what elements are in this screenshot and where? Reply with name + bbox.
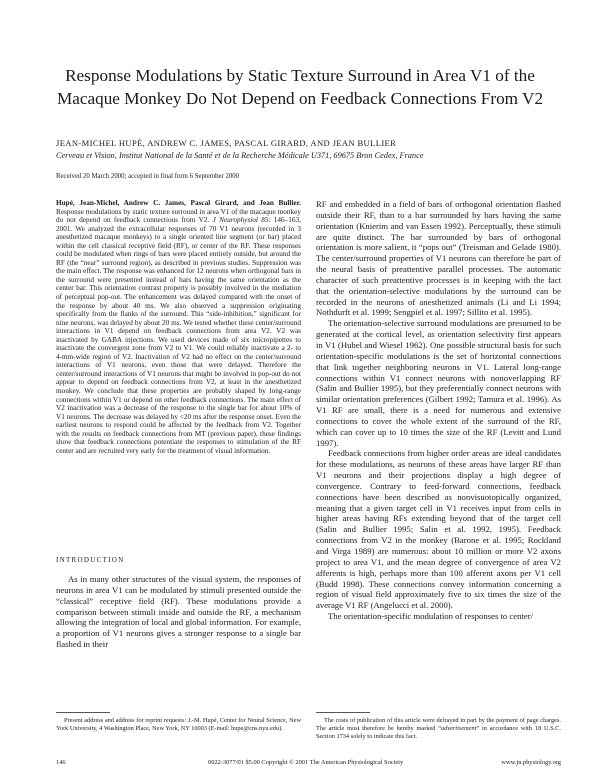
body-paragraph: The orientation-selective surround modulations are presumed to be generated at the cortical level, as orientation selectivity first appears in V1 (Hubel and Wiesel 1962). One possible structural basis for such orientation-specific modulations is the set of horizontal connections that link together neighboring neurons in V1. Lateral long-range connections within V1 connect neurons with nonoverlapping RF (Salin and Bullier 1995), but they preferentially connect neurons with similar orientation preferences (Gilbert 1992; Tamura et al. 1996). As V1 RF are small, there is a need for numerous and extensive connections to cover the whole extent of the surround of the RF, which can cover up to 10 times the size of the RF (Levitt and Lund 1997). bbox=[316, 318, 561, 448]
footnote-costs-start: The costs of publication of this article were defrayed in part by the payment of page charges. The article must therefore be hereby marked “ bbox=[316, 717, 561, 732]
article-title: Response Modulations by Static Texture Surround in Area V1 of the Macaque Monkey Do Not Depend on Feedback Connections From V2 bbox=[56, 66, 544, 108]
footnote-divider-right bbox=[316, 712, 370, 713]
author-affiliation: Cerveau et Vision, Institut National de la Santé et de la Recherche Médicale U371, 69675 Bron Cedex, France bbox=[56, 151, 424, 160]
abstract-authors: Hupé, Jean-Michel, Andrew C. James, Pascal Girard, and Jean Bullier. bbox=[56, 199, 301, 207]
footnote-publication-costs bbox=[316, 717, 561, 741]
footnote-costs-advertisement: advertisement bbox=[441, 724, 477, 732]
introduction-heading: INTRODUCTION bbox=[56, 556, 125, 564]
introduction-paragraph: As in many other structures of the visual system, the responses of neurons in area V1 can be modulated by stimuli presented outside the “classical” receptive field (RF). These modulations provide a comparison between stimuli inside and outside the RF, a mechanism allowing the integration of local and global information. For example, a proportion of V1 neurons gives a stronger response to a single bar flashed in their bbox=[56, 574, 301, 650]
body-paragraph: RF and embedded in a field of bars of orthogonal orientation flashed outside their RF, than to a bar surrounded by bars having the same orientation (Knierim and van Essen 1992). Perceptually, these stimuli are quite distinct. The bar surrounded by bars of orthogonal orientation is more salient, it “pops out” (Treisman and Gelade 1980). The center/surround properties of V1 neurons can therefore be part of the neural basis of preattentive parallel processes. The automatic character of such preattentive processes is in keeping with the fact that the orientation-selective modulations by the surround can be recorded in the neurons of anesthetized animals (Li and Li 1994; Nothdurft et al. 1999; Sengpiel et al. 1997; Sillito et al. 1995). bbox=[316, 199, 561, 318]
body-paragraph: Feedback connections from higher order areas are ideal candidates for these modulations, as neurons of these areas have larger RF than V1 neurons and their projections display a high degree of convergence. Contrary to feed-forward connections, feedback connections have been described as nonvisuotopically organized, meaning that a given target cell in V1 receives input from cells in higher areas having RFs extending beyond that of the target cell (Salin and Bullier 1995; Salin et al. 1992, 1995). Feedback connections from V2 in the monkey (Barone et al. 1995; Rockland and Virga 1989) are numerous: about 10 million or more V2 axons project to area V1, and the mean degree of convergence of area V2 afferents is high, perhaps more than 100 afferent axons per V1 cell (Budd 1998). These connections convey information concerning a region of visual field approximately five to six times the size of the average V1 RF (Angelucci et al. 2000). bbox=[316, 448, 561, 611]
journal-website: www.jn.physiology.org bbox=[501, 759, 561, 766]
copyright-line: 0022-3077/01 $5.00 Copyright © 2001 The American Physiological Society bbox=[208, 759, 404, 766]
abstract bbox=[56, 199, 301, 455]
body-paragraph: The orientation-specific modulation of responses to center/ bbox=[328, 611, 534, 622]
footnote-address: Present address and address for reprint requests: J.-M. Hupé, Center for Neural Science, New York University, 4 Washington Place, New York, NY 10003 (E-mail: hupe@cns.nyu.edu). bbox=[56, 717, 301, 732]
abstract-body: We analyzed the extracellular responses of 70 V1 neurons (recorded in 3 anesthetized macaque monkeys) to a single oriented line segment (or bar) placed within the cell classical receptive field (RF), or center of the RF. These responses could be modulated when rings of bars were placed entirely outside, but around the RF (the “near” surround region), as described in previous studies. Suppression was the main effect. The response was enhanced for 12 neurons when orthogonal bars in the surround were presented instead of bars having the same orientation as the center bar. This orientation contrast property is possibly involved in the mediation of perceptual pop-out. The enhancement was delayed compared with the onset of the response by about 40 ms. We also observed a suppression originating specifically from the flanks of the surround. This “side-inhibition,” significant for nine neurons, was delayed by about 20 ms. We tested whether these center/surround interactions in V1 depend on feedback connections from area V2. V2 was inactivated by GABA injections. We used devices made of six micropipettes to inactivate the convergent zone from V2 to V1. We could reliably inactivate a 2- to 4-mm-wide region of V2. Inactivation of V2 had no effect on the center/surround interactions of V1 neurons, even those that were delayed. Therefore the center/surround interactions of V1 neurons that might be involved in pop-out do not appear to depend on feedback connections from V2, at least in the anesthetized monkey. We conclude that these properties are probably shaped by long-range connections within V1 or depend on other feedback connections. The main effect of V2 inactivation was a decrease of the response to the single bar for about 10% of V1 neurons. The decrease was delayed by <20 ms after the response onset. Even the earliest neurons to respond could be affected by the feedback from V2. Together with the results on feedback connections from MT (previous paper), these findings show that feedback connections potentiate the responses to stimulation of the RF center and are recruited very early for the treatment of visual information. bbox=[56, 224, 301, 455]
author-list: JEAN-MICHEL HUPÉ, ANDREW C. JAMES, PASCAL GIRARD, AND JEAN BULLIER bbox=[56, 138, 397, 148]
abstract-paragraph bbox=[56, 199, 301, 455]
abstract-article-title: Response modulations by static texture surround in area V1 of the macaque monkey do not depend on feedback connections from V2. bbox=[56, 207, 301, 225]
abstract-citation: 85: 146–163, 2001. bbox=[56, 216, 301, 233]
page-number: 146 bbox=[56, 759, 66, 766]
footnote-divider-left bbox=[56, 712, 110, 713]
abstract-journal: J Neurophysiol bbox=[212, 216, 258, 225]
right-column-body bbox=[316, 199, 561, 622]
footnote-costs-end: ” in accordance with 18 U.S.C. Section 1734 solely to indicate this fact. bbox=[316, 724, 561, 740]
received-dates: Received 20 March 2000; accepted in final form 6 September 2000 bbox=[56, 173, 240, 180]
